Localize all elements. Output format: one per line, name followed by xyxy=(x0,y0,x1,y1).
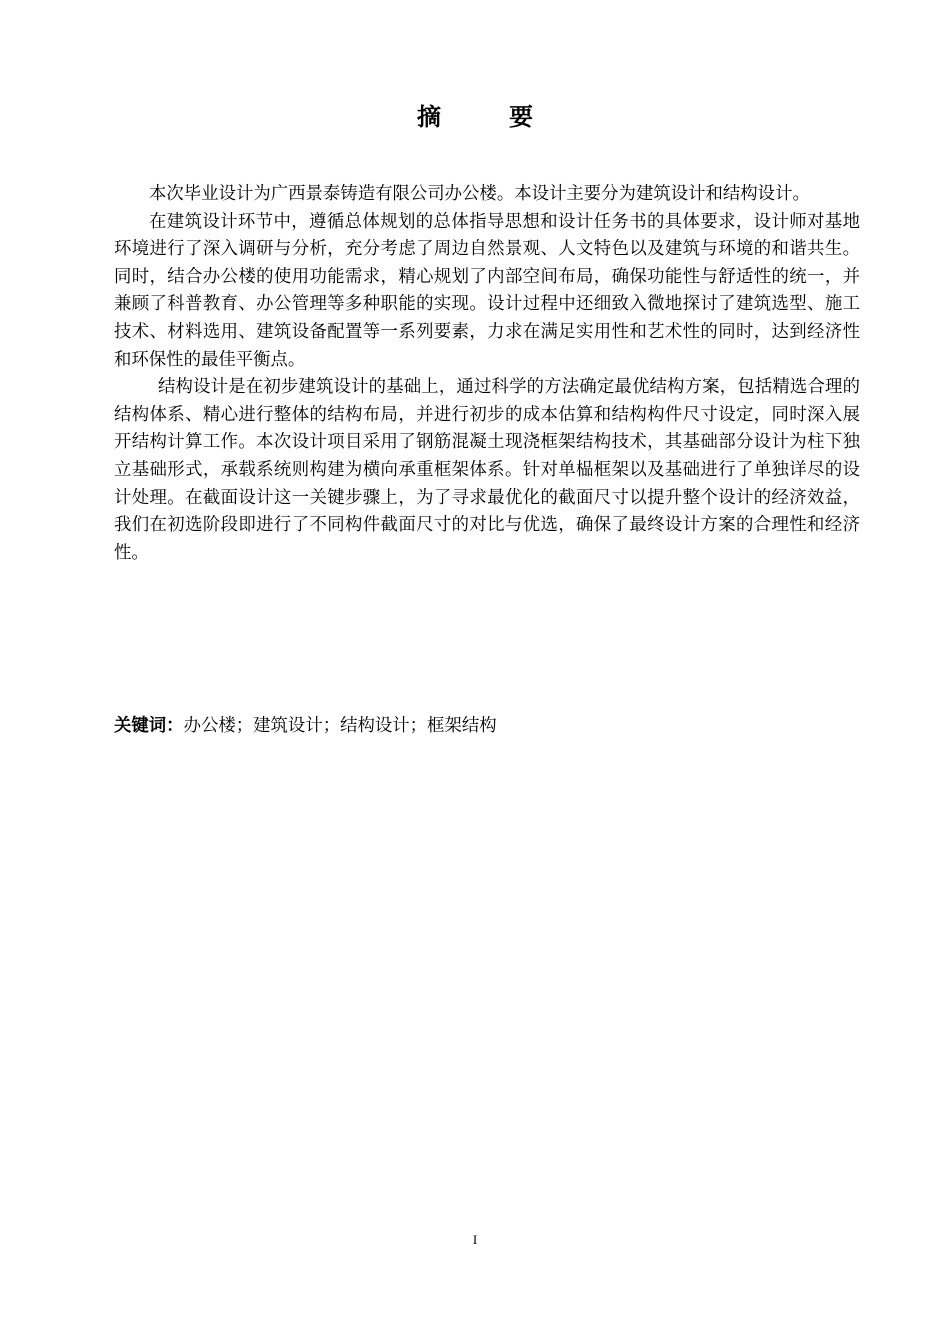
abstract-paragraph-architecture: 在建筑设计环节中，遵循总体规划的总体指导思想和设计任务书的具体要求，设计师对基地环境进行了深入调研与分析，充分考虑了周边自然景观、人文特色以及建筑与环境的和谐共生。同时，结合办公楼的使用功能需求，精心规划了内部空间布局，确保功能性与舒适性的统一，并兼顾了科普教育、办公管理等多种职能的实现。设计过程中还细致入微地探讨了建筑选型、施工技术、材料选用、建筑设备配置等一系列要素，力求在满足实用性和艺术性的同时，达到经济性和环保性的最佳平衡点。 xyxy=(114,211,860,370)
keywords-line xyxy=(114,712,860,740)
abstract-paragraph-structure: 结构设计是在初步建筑设计的基础上，通过科学的方法确定最优结构方案，包括精选合理的结构体系、精心进行整体的结构布局，并进行初步的成本估算和结构构件尺寸设定，同时深入展开结构计算工作。本次设计项目采用了钢筋混凝土现浇框架结构技术，其基础部分设计为柱下独立基础形式，承载系统则构建为横向承重框架体系。针对单榀框架以及基础进行了单独详尽的设计处理。在截面设计这一关键步骤上，为了寻求最优化的截面尺寸以提升整个设计的经济效益，我们在初选阶段即进行了不同构件截面尺寸的对比与优选，确保了最终设计方案的合理性和经济性。 xyxy=(114,377,860,563)
keywords-value: 办公楼；建筑设计；结构设计；框架结构 xyxy=(183,716,497,736)
keywords-label: 关键词： xyxy=(114,716,184,736)
page-number: I xyxy=(472,1232,478,1247)
abstract-body xyxy=(114,181,860,567)
abstract-title: 摘 要 xyxy=(417,103,555,131)
abstract-paragraph-intro: 本次毕业设计为广西景泰铸造有限公司办公楼。本设计主要分为建筑设计和结构设计。 xyxy=(149,184,810,204)
